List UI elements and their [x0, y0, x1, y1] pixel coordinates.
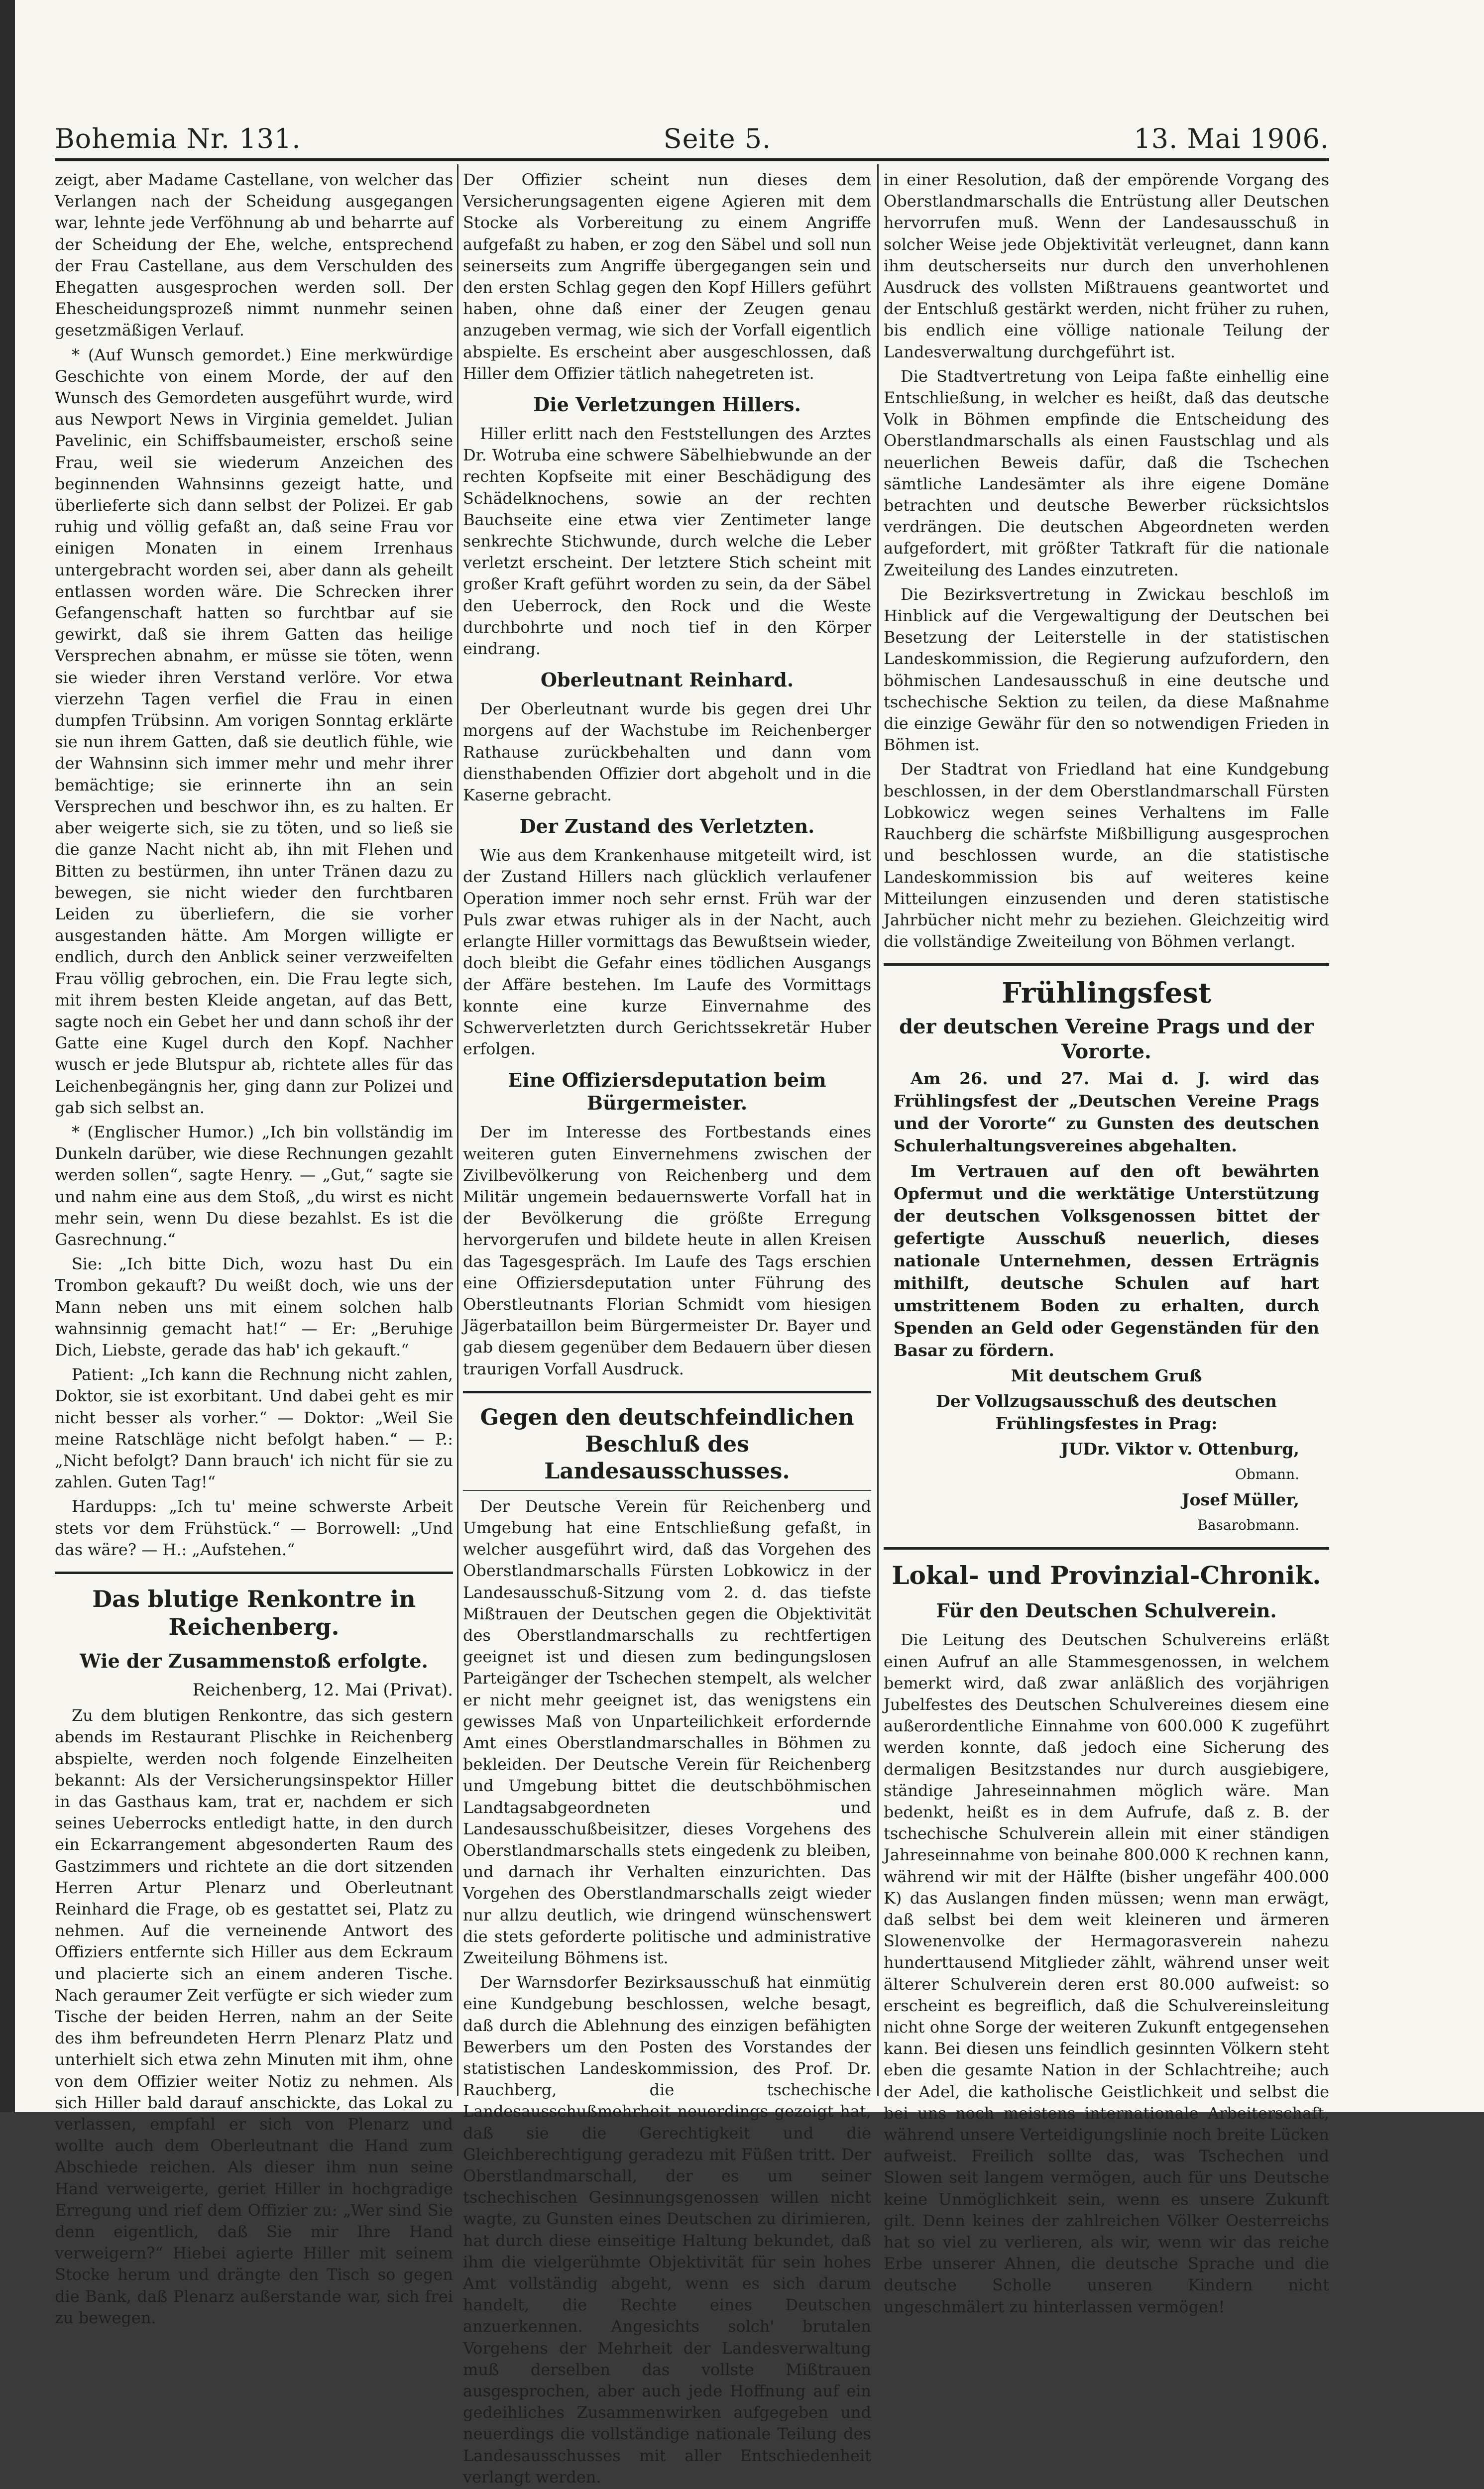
headline-rule — [463, 1490, 871, 1491]
section-rule — [884, 1547, 1329, 1550]
column-divider — [457, 164, 458, 2096]
article-text: Sie: „Ich bitte Dich, wozu hast Du ein Trombon gekauft? Du weißt doch, wie uns der Mann neben uns mit einem solchen halb wahnsinnig gemacht hat!“ — Er: „Beruhige Dich, Liebste, gerade das hab' ich gekauft.“ — [55, 1254, 453, 1359]
article-text: * (Englischer Humor.) „Ich bin vollständig im Dunkeln darüber, wie diese Rechnungen gezahlt werden sollen“, sagte Henry. — „Gut,“ sagte sie und nahm eine aus dem Stoß, „du wirst es nicht mehr sein, wenn Du diese bezahlst. Es ist die Gasrechnung.“ — [55, 1122, 453, 1249]
section-heading: Der Zustand des Verletzten. — [519, 815, 815, 838]
page-header — [55, 110, 1329, 154]
section-heading: Die Verletzungen Hillers. — [533, 393, 801, 416]
signature-role: Obmann. — [1235, 1466, 1299, 1483]
article-text: Zu dem blutigen Renkontre, das sich gestern abends im Restaurant Plischke in Reichenberg abspielte, werden noch folgende Einzelheiten bekannt: Als der Versicherungsinspektor Hiller in das Gasthaus kam, trat er, nachdem er sich seines Ueberrocks entledigt hatte, in den durch ein Eckarrangement abgesonderten Raum des Gastzimmers und richtete an die dort sitzenden Herren Artur Plenarz und Oberleutnant Reinhard die Frage, ob es gestattet sei, Platz zu nehmen. Auf die verneinende Antwort des Offiziers entfernte sich Hiller aus dem Eckraum und placierte sich an einem anderen Tische. Nach geraumer Zeit verfügte er sich wieder zum Tische der beiden Herren, nahm an der Seite des ihm befreundeten Herrn Plenarz Platz und unterhielt sich etwa zehn Minuten mit ihm, ohne von dem Offizier weiter Notiz zu nehmen. Als sich Hiller bald darauf anschickte, das Lokal zu verlassen, empfahl er sich von Plenarz und wollte auch dem Oberleutnant die Hand zum Abschiede reichen. Als dieser ihm nun seine Hand verweigerte, geriet Hiller in hochgradige Erregung und rief dem Offizier zu: „Wer sind Sie denn eigentlich, daß Sie mir Ihre Hand verweigern?“ Hiebei agierte Hiller mit seinem Stocke herum und drängte den Tisch so gegen die Bank, daß Plenarz außerstande war, sich frei zu bewegen. — [55, 1706, 453, 2327]
section-rule — [884, 963, 1329, 966]
section-heading: Für den Deutschen Schulverein. — [936, 1599, 1277, 1622]
article-text: zeigt, aber Madame Castellane, von welcher das Verlangen nach der Scheidung ausgegangen war, lehnte jede Verföhnung ab und beharrte auf der Scheidung der Ehe, welche, entsprechend der Frau Castellane, aus dem Verschulden des Ehegatten ausgesprochen werden soll. Der Ehescheidungsprozeß nimmt nunmehr seinen gesetzmäßigen Verlauf. — [55, 170, 453, 340]
announcement-box — [884, 977, 1329, 1536]
article-text: Der Offizier scheint nun dieses dem Versicherungsagenten eigene Agieren mit dem Stocke als Vorbereitung zu einem Angriffe aufgefaßt zu haben, er zog den Säbel und soll nun seinerseits zum Angriffe übergegangen sein und den ersten Schlag gegen den Kopf Hillers geführt haben, ohne daß einer der Zeugen genau anzugeben vermag, wie sich der Vorfall eigentlich abspielte. Es erscheint aber ausgeschlossen, daß Hiller dem Offizier tätlich nahegetreten ist. — [463, 170, 871, 383]
article-text: Hiller erlitt nach den Feststellungen des Arztes Dr. Wotruba eine schwere Säbelhiebwunde an der rechten Kopfseite mit einer Beschädigung des Schädelknochens, sowie an der rechten Bauchseite eine etwa vier Zentimeter lange senkrechte Stichwunde, durch welche die Leber verletzt erscheint. Der letztere Stich scheint mit großer Kraft geführt worden zu sein, da der Säbel den Ueberrock, den Rock und die Weste durchbohrte und noch tief in den Körper eindrang. — [463, 424, 871, 659]
newspaper-page — [15, 0, 1484, 2487]
section-rule — [55, 1572, 453, 1574]
article-text: Wie aus dem Krankenhause mitgeteilt wird, ist der Zustand Hillers nach glücklich verlaufener Operation immer noch sehr ernst. Früh war der Puls zwar etwas ruhiger als in der Nacht, auch erlangte Hiller vormittags das Bewußtsein wieder, doch bleibt die Gefahr eines tödlichen Ausgangs der Affäre bestehen. Im Laufe des Vormittags konnte eine kurze Einvernahme des Schwerverletzten durch Gerichtssekretär Huber erfolgen. — [463, 846, 871, 1059]
article-text: Der Oberleutnant wurde bis gegen drei Uhr morgens auf der Wachstube im Reichenberger Rathause zurückbehalten und dann vom diensthabenden Offizier dort abgeholt und in die Kaserne gebracht. — [463, 699, 871, 805]
article-text: Die Leitung des Deutschen Schulvereins erläßt einen Aufruf an alle Stammesgenossen, in welchem bemerkt wird, daß zwar anläßlich des vorjährigen Jubelfestes des Deutschen Schulvereines diesem eine außerordentliche Einnahme von 600.000 K zugeführt werden konnte, daß jedoch eine Sicherung des dermaligen Besitzstandes nur durch ausgiebigere, ständige Jahreseinnahmen möglich wäre. Man bedenkt, heißt es in dem Aufrufe, daß z. B. der tschechische Schulverein allein mit einer ständigen Jahreseinnahme von beinahe 800.000 K rechnen kann, während wir mit der Hälfte (bisher ungefähr 400.000 K) das Auslangen finden müssen; wenn man erwägt, daß selbst bei dem weit kleineren und ärmeren Slowenenvolke der Hermagorasverein nahezu hunderttausend Mitglieder zählt, während unser weit älterer Schulverein deren erst 80.000 aufweist: so erscheint es begreiflich, daß die Schulvereinsleitung nicht ohne Sorge der weiteren Zukunft entgegensehen kann. Bei diesen uns feindlich gesinnten Völkern steht eben die gesamte Nation in der Schlachtreihe; auch der Adel, die katholische Geistlichkeit und selbst die bei uns noch meistens internationale Arbeiterschaft, während unsere Verteidigungslinie noch breite Lücken aufweist. Freilich sollte das, was Tschechen und Slowen seit langem vermögen, auch für uns Deutsche keine Unmöglichkeit sein, wenn es unsere Zukunft gilt. Denn keines der zahlreichen Völker Oesterreichs hat so viel zu verlieren, als wir, wenn wir das reiche Erbe unserer Ahnen, die deutsche Sprache und die deutsche Scholle unseren Kindern nicht ungeschmälert zu hinterlassen vermögen! — [884, 1630, 1329, 2316]
dateline: Reichenberg, 12. Mai (Privat). — [192, 1680, 453, 1700]
signature-name: Josef Müller, — [1182, 1490, 1299, 1510]
article-text: Der Deutsche Verein für Reichenberg und Umgebung hat eine Entschließung gefaßt, in welcher ausgeführt wird, daß das Vorgehen des Oberstlandmarschalls Fürsten Lobkowicz in der Landesausschuß-Sitzung vom 2. d. das tiefste Mißtrauen der Deutschen gegen die Objektivität des Oberstlandmarschalls zu rechtfertigen geeignet ist und diesen zum bedingungslosen Parteigänger der Tschechen stempelt, als welcher er nicht mehr geeignet ist, das wenigstens ein gewisses Maß von Unparteilichkeit erfordernde Amt eines Oberstlandmarschalles in Böhmen zu bekleiden. Der Deutsche Verein für Reichenberg und Umgebung bittet die deutschböhmischen Landtagsabgeordneten und Landesausschußbeisitzer, dieses Vorgehens des Oberstlandmarschalls stets eingedenk zu bleiben, und darnach ihr Verhalten einzurichten. Das Vorgehen des Oberstlandmarschalls zeigt wieder nur allzu deutlich, wie dringend wünschenswert die stets geforderte politische und administrative Zweiteilung Böhmens ist. — [463, 1496, 871, 1968]
column-2 — [463, 169, 871, 2487]
column-3 — [884, 169, 1329, 2316]
article-text: * (Auf Wunsch gemordet.) Eine merkwürdige Geschichte von einem Morde, der auf den Wunsch des Gemordeten ausgeführt wurde, wird aus Newport News in Virginia gemeldet. Julian Pavelinic, ein Schiffsbaumeister, erschoß seine Frau, weil sie wiederum Anzeichen des beginnenden Wahnsinns gezeigt hatte, und überlieferte sich dann selbst der Polizei. Er gab ruhig und völlig gefaßt an, daß seine Frau vor einigen Monaten in einem Irrenhaus untergebracht worden sei, aber dann als geheilt entlassen worden wäre. Die Schrecken ihrer Gefangenschaft hatten so furchtbar auf sie gewirkt, daß sie ihrem Gatten das heilige Versprechen abnahm, er müsse sie töten, wenn sie wieder ihren Verstand verlöre. Vor etwa vierzehn Tagen verfiel die Frau in einen dumpfen Trübsinn. Am vorigen Sonntag erklärte sie nun ihrem Gatten, daß sie deutlich fühle, wie der Wahnsinn sich immer mehr und mehr ihrer bemächtige; sie erinnerte ihn an sein Versprechen und beschwor ihn, es zu halten. Er aber weigerte sich, sie zu töten, und so ließ sie die ganze Nacht nicht ab, ihn mit Flehen und Bitten zu bestürmen, ihn unter Tränen dazu zu bewegen, sie nicht wieder den furchtbaren Leiden zu überliefern, die sie vorher ausgestanden hätte. Am Morgen willigte er endlich, durch den Anblick seiner verzweifelten Frau völlig gebrochen, ein. Die Frau legte sich, mit ihrem besten Kleide angetan, auf das Bett, sagte noch ein Gebet her und dann schoß ihr der Gatte eine Kugel durch den Kopf. Nachher wusch er jede Blutspur ab, richtete alles für das Leichenbegängnis her, ging dann zur Polizei und gab sich selbst an. — [55, 345, 453, 1117]
article-text: Die Stadtvertretung von Leipa faßte einhellig eine Entschließung, in welcher es heißt, daß das deutsche Volk in Böhmen empfinde die Entscheidung des Oberstlandmarschalls als einen Faustschlag und als neuerlichen Beweis dafür, daß die Tschechen sämtliche Landesämter als ihre eigene Domäne betrachten und deutsche Bewerber rücksichtslos verdrängen. Die deutschen Abgeordneten werden aufgefordert, mit größter Tatkraft für die nationale Zweiteilung des Landes einzutreten. — [884, 366, 1329, 579]
announcement-title: Frühlingsfest — [1002, 977, 1211, 1010]
announcement-sender: Der Vollzugsausschuß des deutschen Frühlingsfestes in Prag: — [936, 1391, 1277, 1434]
scan-border — [0, 0, 15, 2112]
article-text: Die Bezirksvertretung in Zwickau beschloß im Hinblick auf die Vergewaltigung der Deutschen bei Besetzung der Leiterstelle in der statistischen Landeskommission, die Regierung aufzufordern, den böhmischen Landesausschuß in eine deutsche und tschechische Sektion zu teilen, da diese Maßnahme die einzige Gewähr für den so notwendigen Frieden in Böhmen ist. — [884, 584, 1329, 755]
announcement-text: Im Vertrauen auf den oft bewährten Opfermut und die werktätige Unterstützung der deutschen Volksgenossen bittet der gefertigte Ausschuß neuerlich, dieses nationale Unternehmen, dessen Erträgnis mithilft, deutsche Schulen auf hart umstrittenem Boden zu erhalten, durch Spenden an Geld oder Gegenständen für den Basar zu fördern. — [894, 1161, 1319, 1360]
article-text: Der Warnsdorfer Bezirksausschuß hat einmütig eine Kundgebung beschlossen, welche besagt, daß durch die Ablehnung des einzigen befähigten Bewerbers um den Posten des Vorstandes der statistischen Landeskommission, des Prof. Dr. Rauchberg, die tschechische Landesausschußmehrheit neuerdings gezeigt hat, daß sie die Gerechtigkeit und die Gleichberechtigung geradezu mit Füßen tritt. Der Oberstlandmarschall, der es um seiner tschechischen Gesinnungsgenossen willen nicht wagte, zu Gunsten eines Deutschen zu dirimieren, hat durch diese einseitige Haltung bekundet, daß ihm die vielgerühmte Objektivität für sein hohes Amt vollständig abgeht, wenn es sich darum handelt, die Rechte eines Deutschen anzuerkennen. Angesichts solch' brutalen Vorgehens der Mehrheit der Landesverwaltung muß derselben das vollste Mißtrauen ausgesprochen, aber auch jede Hoffnung auf ein gedeihliches Zusammenwirken aufgegeben und neuerdings die vollständige nationale Teilung des Landesausschusses mit aller Entschiedenheit verlangt werden. — [463, 1973, 871, 2487]
article-text: in einer Resolution, daß der empörende Vorgang des Oberstlandmarschalls die Entrüstung aller Deutschen hervorrufen muß. Wenn der Landesausschuß in solcher Weise jede Objektivität verleugnet, dann kann ihm deutscherseits nur durch den unverhohlenen Ausdruck des vollsten Mißtrauens geantwortet und der Entschluß gestärkt werden, nicht früher zu ruhen, bis endlich eine völlige nationale Teilung der Landesverwaltung durchgeführt ist. — [884, 170, 1329, 361]
column-divider — [877, 164, 879, 2096]
announcement-subtitle: der deutschen Vereine Prags und der Vororte. — [899, 1015, 1314, 1064]
section-heading: Eine Offiziersdeputation beim Bürgermeister. — [508, 1069, 826, 1115]
article-text: Hardupps: „Ich tu' meine schwerste Arbeit stets vor dem Frühstück.“ — Borrowell: „Und das wäre? — H.: „Aufstehen.“ — [55, 1497, 453, 1559]
article-headline: Das blutige Renkontre in Reichenberg. — [92, 1585, 416, 1640]
header-page-number: Seite 5. — [663, 123, 772, 154]
section-rule — [463, 1391, 871, 1393]
article-headline: Gegen den deutschfeindlichen Beschluß des Landesausschusses. — [480, 1404, 854, 1484]
column-1 — [55, 169, 453, 2327]
article-text: Patient: „Ich kann die Rechnung nicht zahlen, Doktor, sie ist exorbitant. Und dabei geht es mir nicht besser als vorher.“ — Doktor: „Weil Sie meine Ratschläge nicht befolgt haben.“ — P.: „Nicht befolgt? Dann brauch' ich nicht für sie zu zahlen. Guten Tag!“ — [55, 1365, 453, 1492]
signature-role: Basarobmann. — [1197, 1517, 1299, 1534]
article-text: Der Stadtrat von Friedland hat eine Kundgebung beschlossen, in der dem Oberstlandmarschall Fürsten Lobkowicz wegen seines Verhaltens im Falle Rauchberg die schärfste Mißbilligung ausgesprochen und beschlossen wurde, an die statistische Landeskommission bis auf weiteres keine Mitteilungen einzusenden und deren statistische Jahrbücher nicht mehr zu beziehen. Gleichzeitig wird die vollständige Zweiteilung von Böhmen verlangt. — [884, 760, 1329, 951]
section-title: Lokal- und Provinzial-Chronik. — [892, 1561, 1321, 1590]
signature-name: JUDr. Viktor v. Ottenburg, — [1061, 1439, 1299, 1459]
header-paper-name: Bohemia Nr. 131. — [55, 123, 301, 154]
announcement-text: Am 26. und 27. Mai d. J. wird das Frühlingsfest der „Deutschen Vereine Prags und der Vororte“ zu Gunsten des deutschen Schulerhaltungsvereines abgehalten. — [894, 1069, 1319, 1156]
article-subheadline: Wie der Zusammenstoß erfolgte. — [80, 1650, 428, 1672]
header-rule — [55, 158, 1329, 161]
article-text: Der im Interesse des Fortbestands eines weiteren guten Einvernehmens zwischen der Zivilbevölkerung von Reichenberg und dem Militär ungemein bedauernswerte Vorfall hat in der Bevölkerung die größte Erregung hervorgerufen und bildete heute in allen Kreisen das Tagesgespräch. Im Laufe des Tags erschien eine Offiziersdeputation unter Führung des Oberstleutnants Florian Schmidt vom hiesigen Jägerbataillon beim Bürgermeister Dr. Bayer und gab diesem gegenüber dem Bedauern über diesen traurigen Vorfall Ausdruck. — [463, 1123, 871, 1378]
announcement-greeting: Mit deutschem Gruß — [1011, 1366, 1202, 1386]
header-date: 13. Mai 1906. — [1134, 123, 1329, 154]
section-heading: Oberleutnant Reinhard. — [540, 669, 794, 691]
